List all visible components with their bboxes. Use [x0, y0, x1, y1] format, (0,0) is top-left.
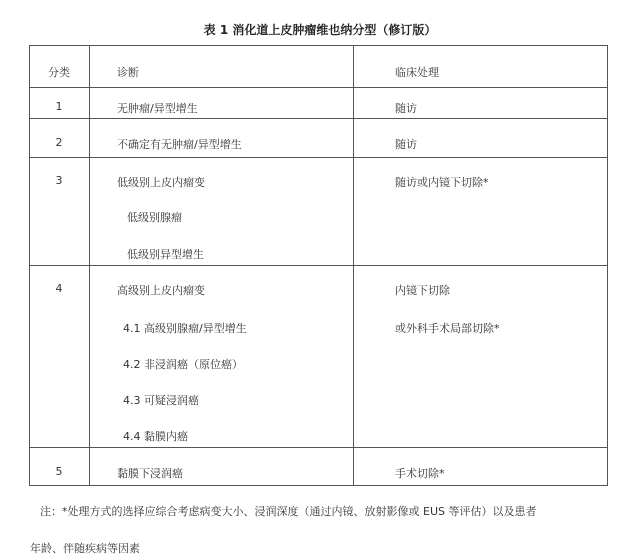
header-clinical: 临床处理 — [395, 66, 439, 79]
header-divider — [29, 87, 608, 88]
diagnosis-text: 高级别上皮内瘤变 — [117, 284, 205, 297]
clinical-text: 手术切除* — [395, 467, 445, 480]
diagnosis-text: 不确定有无肿瘤/异型增生 — [117, 138, 242, 151]
diagnosis-subtext: 4.4 黏膜内癌 — [123, 430, 188, 443]
clinical-text: 随访 — [395, 138, 417, 151]
row-number: 1 — [55, 100, 63, 113]
table-note-line-1: 注：*处理方式的选择应综合考虑病变大小、浸润深度（通过内镜、放射影像或 EUS 等评估）以及患者 — [40, 505, 537, 518]
row-divider — [29, 447, 608, 448]
row-number: 5 — [55, 465, 63, 478]
column-divider — [89, 45, 90, 485]
row-divider — [29, 157, 608, 158]
diagnosis-text: 黏膜下浸润癌 — [117, 467, 183, 480]
row-number: 2 — [55, 136, 63, 149]
row-divider — [29, 265, 608, 266]
clinical-text: 内镜下切除 — [395, 284, 450, 297]
diagnosis-subtext: 低级别腺瘤 — [127, 211, 182, 224]
diagnosis-subtext: 4.2 非浸润癌（原位癌） — [123, 358, 243, 371]
row-divider — [29, 118, 608, 119]
table-title: 表 1 消化道上皮肿瘤维也纳分型（修订版） — [203, 23, 437, 37]
table-border-bottom — [29, 485, 608, 486]
header-diagnosis: 诊断 — [117, 66, 139, 79]
diagnosis-subtext: 4.1 高级别腺瘤/异型增生 — [123, 322, 247, 335]
clinical-text: 或外科手术局部切除* — [395, 322, 500, 335]
diagnosis-subtext: 低级别异型增生 — [127, 248, 204, 261]
diagnosis-subtext: 4.3 可疑浸润癌 — [123, 394, 199, 407]
header-category: 分类 — [48, 66, 70, 79]
row-number: 4 — [55, 282, 63, 295]
table-note-line-2: 年龄、伴随疾病等因素 — [30, 542, 140, 555]
clinical-text: 随访 — [395, 102, 417, 115]
row-number: 3 — [55, 174, 63, 187]
diagnosis-text: 无肿瘤/异型增生 — [117, 102, 198, 115]
column-divider — [353, 45, 354, 485]
table-border-right — [607, 45, 608, 485]
classification-table — [29, 45, 608, 485]
table-border-top — [29, 45, 608, 46]
diagnosis-text: 低级别上皮内瘤变 — [117, 176, 205, 189]
clinical-text: 随访或内镜下切除* — [395, 176, 489, 189]
